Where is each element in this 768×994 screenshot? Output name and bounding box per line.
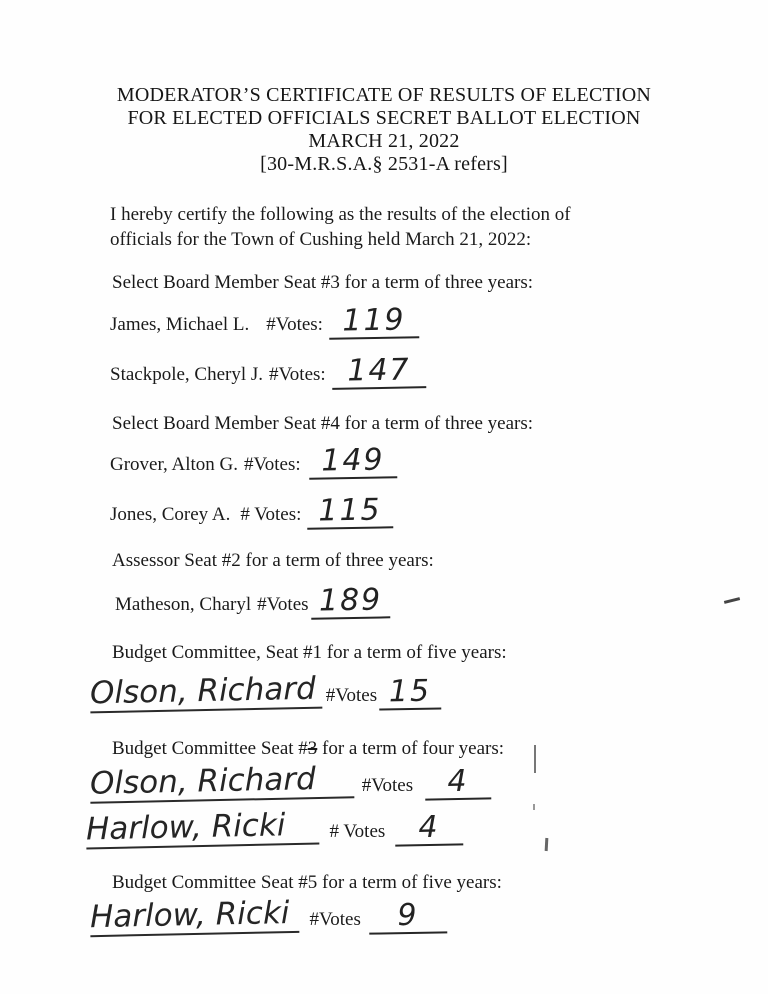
votes-label: # Votes: [240,504,302,525]
stray-pen-mark [534,745,536,773]
vote-count-underline [329,302,420,340]
handwritten-vote-count: 4 [418,809,441,846]
heading-text-prefix: Budget Committee Seat # [112,738,308,759]
candidate-row-grover [110,442,397,479]
handwritten-candidate-name: Olson, Richard [90,672,322,714]
candidate-row-harlow-seat5 [89,895,447,936]
handwritten-vote-count: 9 [396,897,419,934]
handwritten-vote-count: 119 [341,302,406,339]
race-heading-select-board-seat-3: Select Board Member Seat #3 for a term of three years: [112,272,534,293]
votes-label: #Votes: [266,314,323,335]
vote-count-underline [369,897,448,934]
vote-count-underline [310,582,390,619]
votes-label: #Votes [325,685,378,706]
certification-statement-line-2: officials for the Town of Cushing held March 21, 2022: [110,229,532,250]
handwritten-vote-count: 4 [447,763,469,800]
candidate-name: Stackpole, Cheryl J. [110,364,264,385]
candidate-name: James, Michael L. [110,314,250,335]
handwritten-vote-count: 147 [346,352,411,389]
candidate-name: Jones, Corey A. [110,504,231,525]
handwritten-candidate-name: Harlow, Ricki [86,808,320,850]
stray-pen-mark [533,804,535,810]
candidate-row-jones [110,492,393,529]
race-heading-assessor-seat-2: Assessor Seat #2 for a term of three years: [112,550,434,571]
candidate-name: Matheson, Charyl [115,594,252,615]
vote-count-underline [307,492,394,529]
heading-text-suffix: for a term of four years: [317,738,505,759]
votes-label: #Votes: [269,364,326,385]
struck-seat-number: 3 [307,738,318,759]
votes-label: #Votes [361,775,414,796]
document-title [0,84,768,176]
title-line-1: MODERATOR’S CERTIFICATE OF RESULTS OF ELECTION [116,84,652,106]
vote-count-underline [308,442,397,480]
race-heading-budget-committee-seat-1: Budget Committee, Seat #1 for a term of five years: [112,642,507,663]
handwritten-candidate-name: Harlow, Ricki [90,896,300,937]
handwritten-vote-count: 149 [320,442,385,479]
votes-label: # Votes [329,821,386,842]
stray-pen-mark [545,838,549,851]
title-line-4: [30-M.R.S.A.§ 2531-A refers] [260,153,508,175]
candidate-row-matheson [115,582,390,619]
candidate-row-olson-seat3 [89,761,491,802]
candidate-row-stackpole [110,352,426,389]
vote-count-underline [379,673,442,710]
candidate-row-olson-seat1 [89,670,441,712]
vote-count-underline [395,809,464,846]
vote-count-underline [425,763,492,800]
handwritten-vote-count: 189 [318,582,383,619]
title-line-3: MARCH 21, 2022 [308,130,460,152]
handwritten-candidate-name: Olson, Richard [90,761,354,804]
stray-pen-mark [724,597,740,604]
votes-label: #Votes: [244,454,301,475]
certification-statement-line-1: I hereby certify the following as the results of the election of [110,204,571,225]
title-line-2: FOR ELECTED OFFICIALS SECRET BALLOT ELECTION [127,107,641,129]
votes-label: #Votes [309,909,361,930]
candidate-row-harlow-seat3 [85,807,463,848]
vote-count-underline [331,352,426,390]
candidate-name: Grover, Alton G. [110,454,238,475]
certification-statement [110,202,630,252]
votes-label: #Votes [257,594,309,615]
handwritten-vote-count: 115 [318,492,383,529]
race-heading-select-board-seat-4: Select Board Member Seat #4 for a term of three years: [112,413,534,434]
race-heading-budget-committee-seat-3 [112,738,504,760]
handwritten-vote-count: 15 [388,673,432,710]
race-heading-budget-committee-seat-5: Budget Committee Seat #5 for a term of five years: [112,872,502,893]
candidate-row-james [110,302,419,339]
